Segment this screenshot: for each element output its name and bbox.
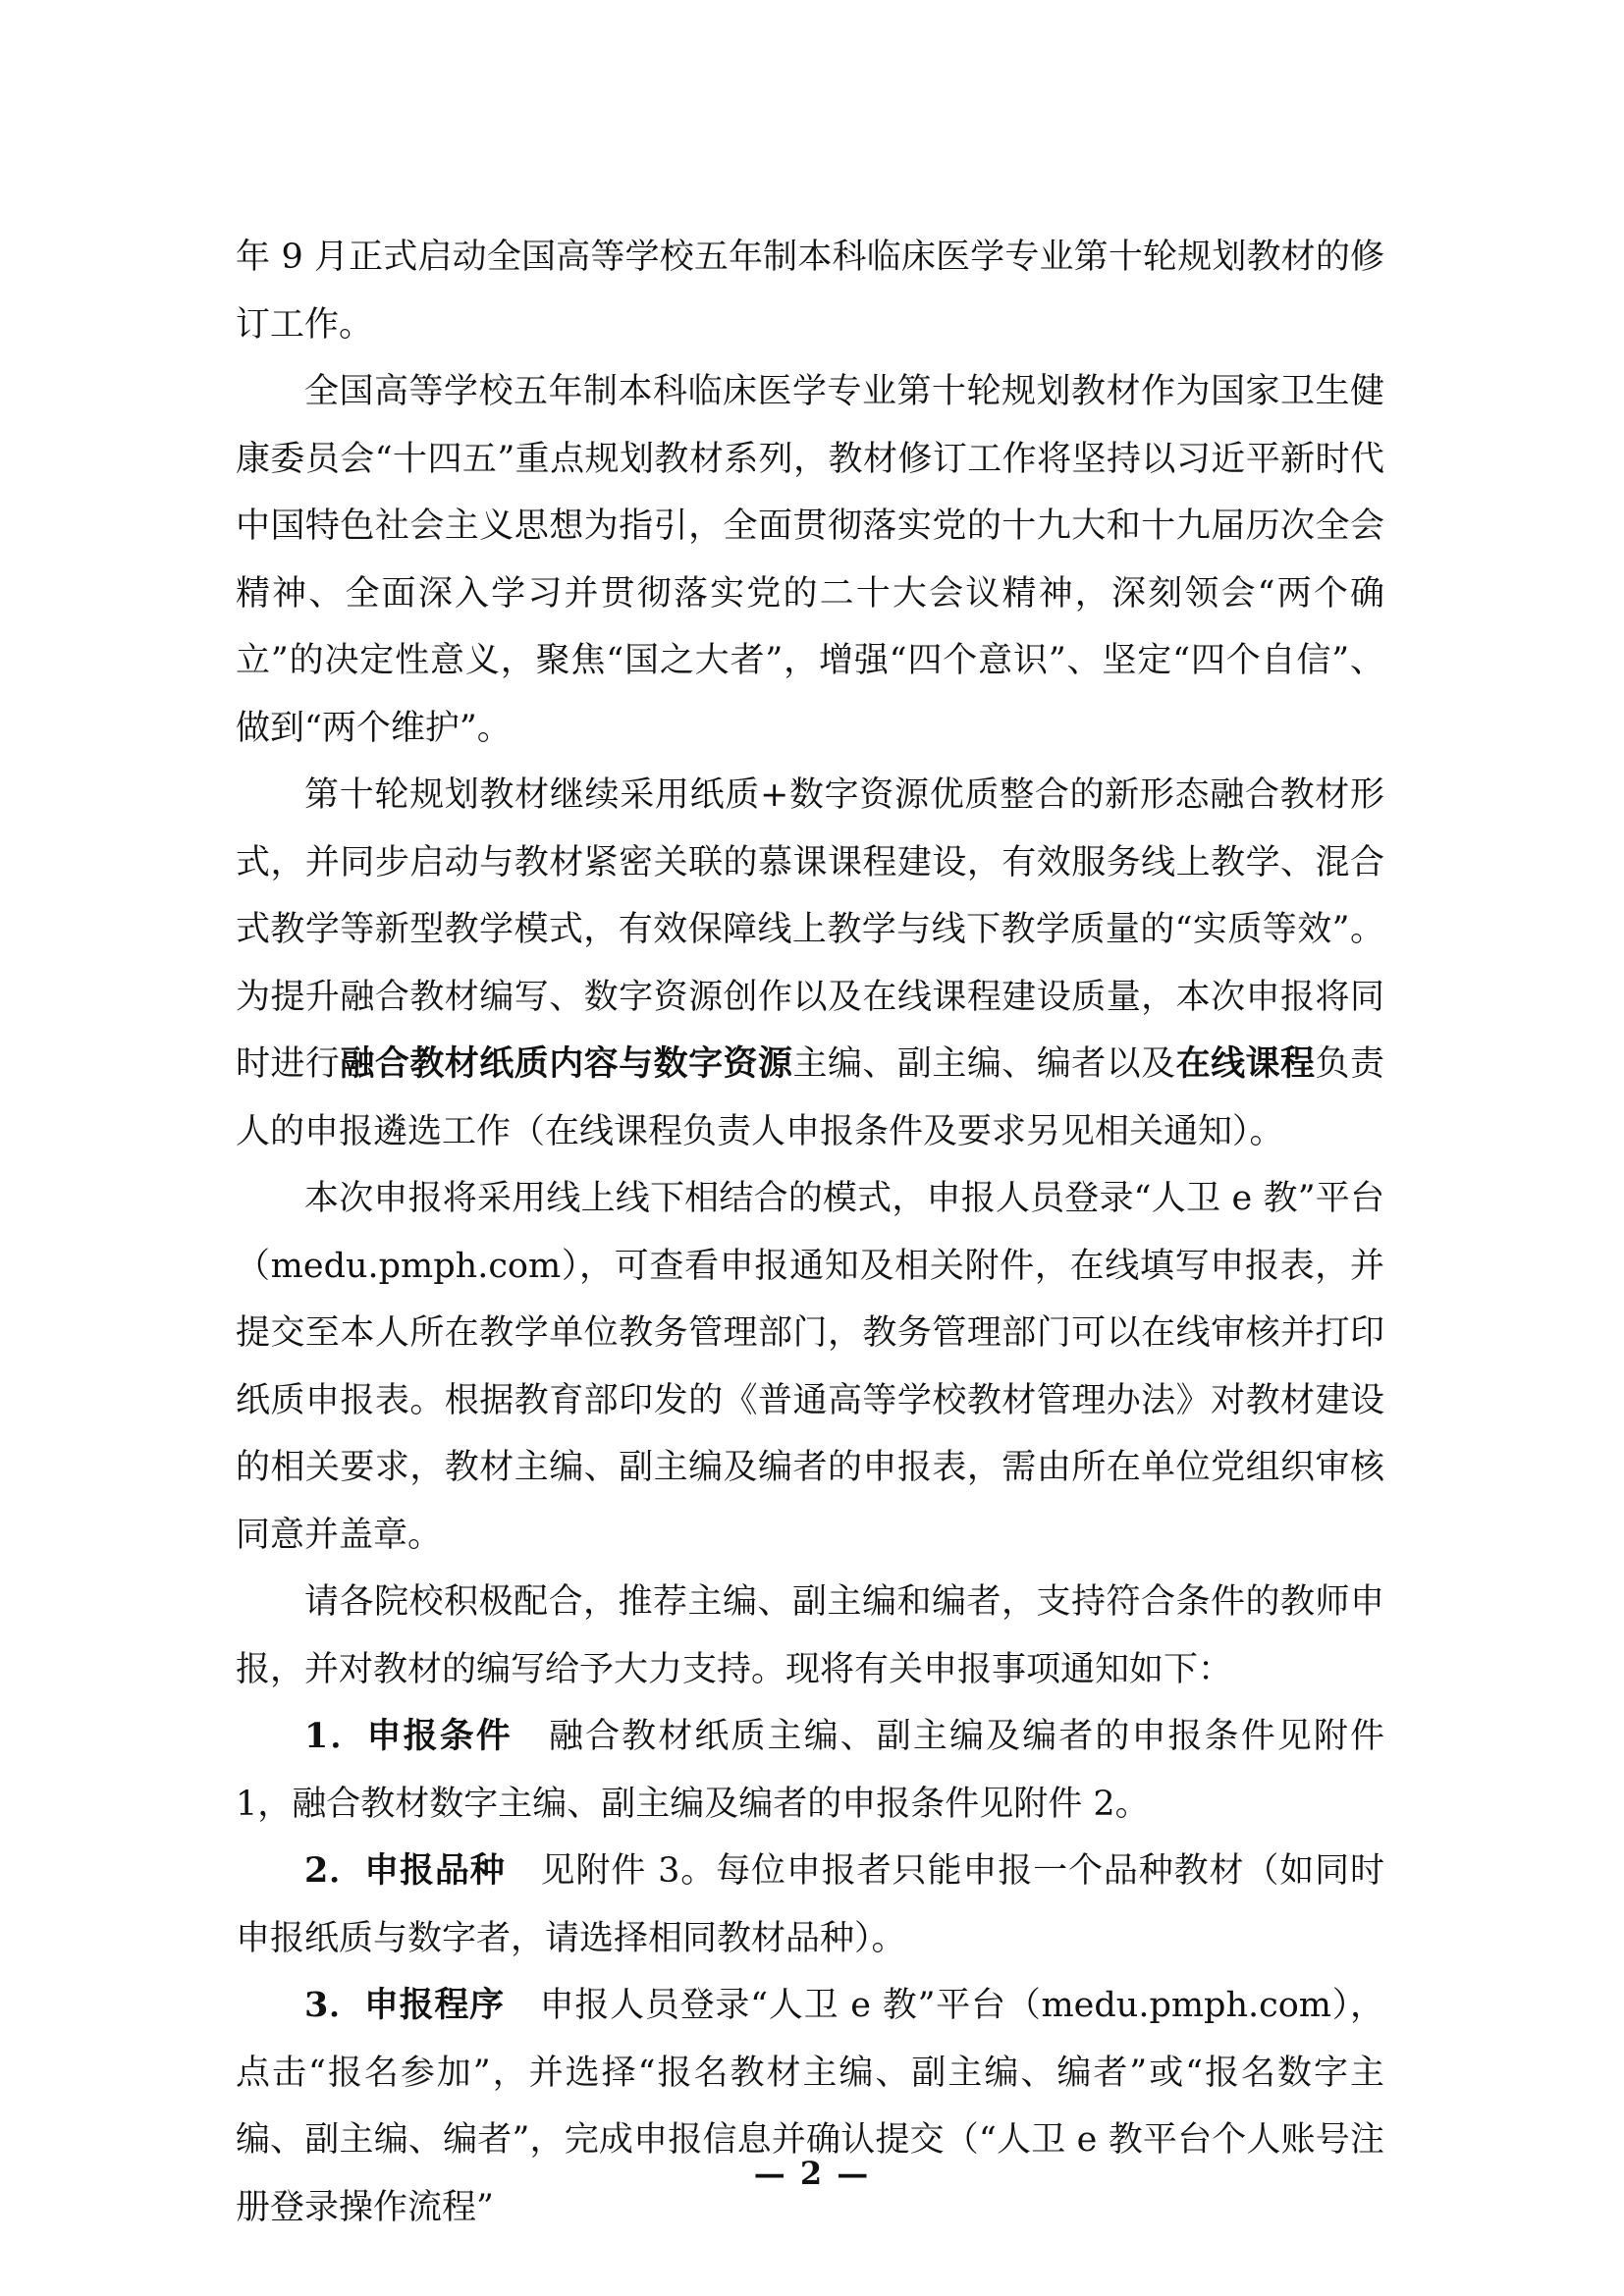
item-heading: 1．申报条件 (304, 1716, 513, 1756)
item-heading: 3．申报程序 (304, 1985, 505, 2025)
paragraph-text: 负责人的申报遴选工作（在线课程负责人申报条件及要求另见相关通知）。 (236, 1044, 1384, 1151)
paragraph-integrated-textbooks (236, 762, 1384, 1165)
paragraph-text: 全国高等学校五年制本科临床医学专业第十轮规划教材作为国家卫生健康委员会“十四五”重点规划教材系列，教材修订工作将坚持以习近平新时代中国特色社会主义思想为指引，全面贯彻落实党的十九大和十九届历次全会精神、全面深入学习并贯彻落实党的二十大会议精神，深刻领会“两个确立”的决定性意义，聚焦“国之大者”，增强“四个意识”、坚定“四个自信”、做到“两个维护”。 (236, 372, 1384, 748)
paragraph-text: 第十轮规划教材继续采用纸质+数字资源优质整合的新形态融合教材形式，并同步启动与教材紧密关联的慕课课程建设，有效服务线上教学、混合式教学等新型教学模式，有效保障线上教学与线下教学质量的“实质等效”。为提升融合教材编写、数字资源创作以及在线课程建设质量，本次申报将同时进行 (236, 775, 1384, 1084)
paragraph-continuation (236, 224, 1384, 358)
item-application-procedure (236, 1972, 1384, 2241)
item-application-conditions (236, 1703, 1384, 1838)
item-text: 见附件 3。每位申报者只能申报一个品种教材（如同时申报纸质与数字者，请选择相同教材品种）。 (236, 1851, 1384, 1958)
emphasis-integrated-content: 融合教材纸质内容与数字资源 (340, 1043, 793, 1084)
paragraph-application-mode (236, 1165, 1384, 1569)
paragraph-text: 请各院校积极配合，推荐主编、副主编和编者，支持符合条件的教师申报，并对教材的编写给予大力支持。现将有关申报事项通知如下： (236, 1582, 1384, 1689)
item-application-varieties (236, 1838, 1384, 1972)
emphasis-online-course: 在线课程 (1175, 1043, 1316, 1084)
paragraph-text: 年 9 月正式启动全国高等学校五年制本科临床医学专业第十轮规划教材的修订工作。 (236, 238, 1384, 345)
item-text: 融合教材纸质主编、副主编及编者的申报条件见附件 1，融合教材数字主编、副主编及编者的申报条件见附件 2。 (236, 1717, 1384, 1824)
page-number: — 2 — (753, 2155, 871, 2192)
paragraph-request-cooperation (236, 1569, 1384, 1703)
document-body (236, 224, 1384, 2241)
paragraph-text: 主编、副主编、编者以及 (792, 1044, 1176, 1084)
paragraph-text: 本次申报将采用线上线下相结合的模式，申报人员登录“人卫 e 教”平台（medu.pmph.com），可查看申报通知及相关附件，在线填写申报表，并提交至本人所在教学单位教务管理部门，教务管理部门可以在线审核并打印纸质申报表。根据教育部印发的《普通高等学校教材管理办法》对教材建设的相关要求，教材主编、副主编及编者的申报表，需由所在单位党组织审核同意并盖章。 (236, 1179, 1384, 1555)
paragraph-tenth-round-textbooks (236, 358, 1384, 762)
item-heading: 2．申报品种 (304, 1850, 506, 1891)
item-text: 申报人员登录“人卫 e 教”平台（medu.pmph.com），点击“报名参加”，并选择“报名教材主编、副主编、编者”或“报名数字主编、副主编、编者”，完成申报信息并确认提交（“人卫 e 教平台个人账号注册登录操作流程” (236, 1986, 1384, 2227)
